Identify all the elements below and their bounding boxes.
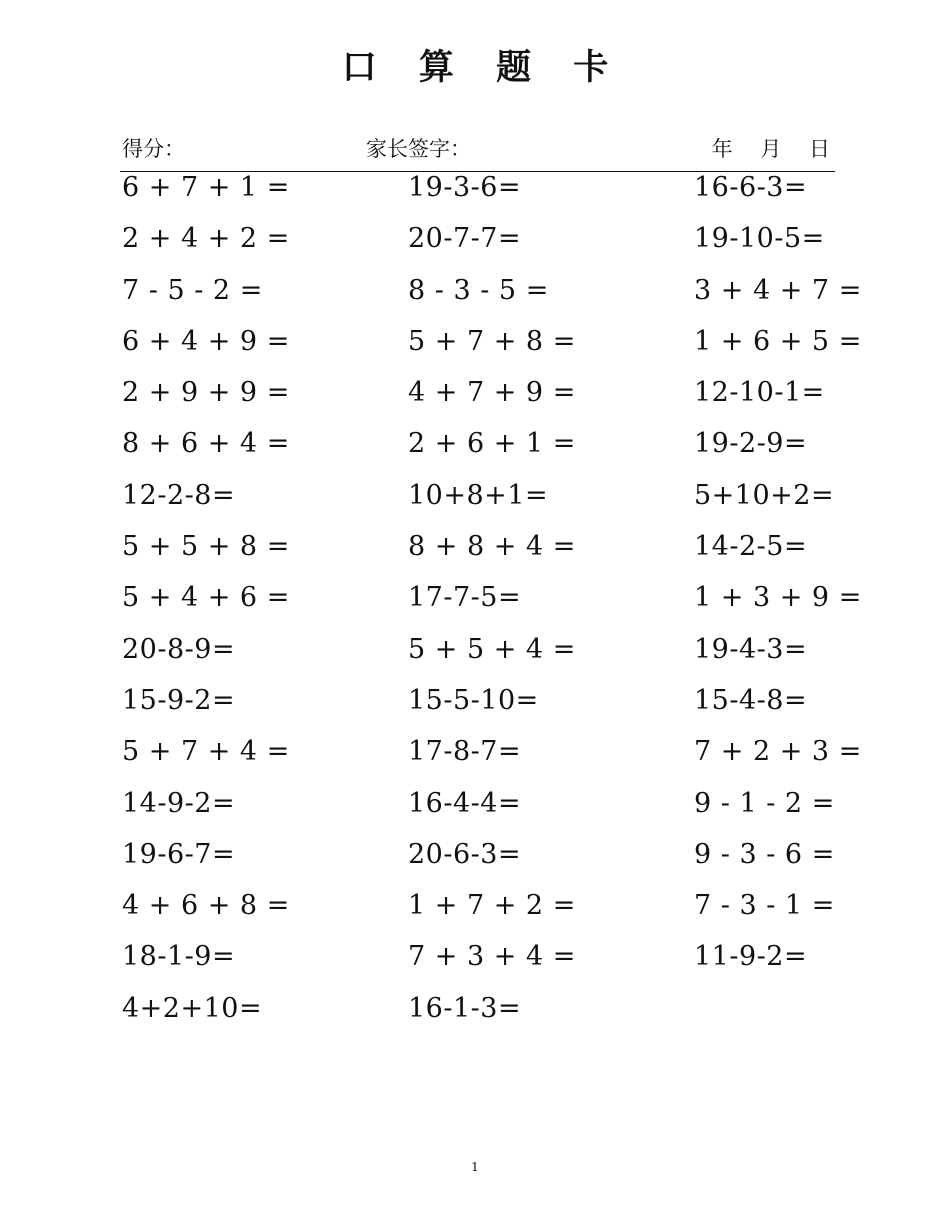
problem-item: 16-1-3=: [408, 992, 522, 1024]
problem-item: 4+2+10=: [122, 992, 263, 1024]
problem-row: [122, 375, 862, 426]
problem-item: 1 + 6 + 5 =: [694, 325, 862, 357]
problem-item: 2 + 4 + 2 =: [122, 223, 290, 255]
problem-row: [122, 324, 862, 375]
page-title: 口 算 题 卡: [341, 48, 609, 88]
problem-item: 6 + 4 + 9 =: [122, 325, 290, 357]
problem-row: [122, 683, 862, 734]
date-label: 年 月 日: [711, 137, 830, 161]
problem-item: 1 + 7 + 2 =: [408, 890, 576, 922]
page-number: 1: [471, 1160, 479, 1174]
problem-item: 11-9-2=: [694, 941, 808, 973]
problem-row: [122, 888, 862, 939]
problem-item: 16-4-4=: [408, 787, 522, 819]
problem-item: 20-7-7=: [408, 223, 522, 255]
score-label: 得分：: [122, 137, 185, 161]
problem-item: 5+10+2=: [694, 479, 835, 511]
problem-item: 7 - 5 - 2 =: [122, 274, 263, 306]
problem-item: 15-5-10=: [408, 684, 539, 716]
problem-item: 5 + 4 + 6 =: [122, 582, 290, 614]
problem-item: 3 + 4 + 7 =: [694, 274, 862, 306]
problem-item: 9 - 3 - 6 =: [694, 838, 835, 870]
problem-item: 8 + 8 + 4 =: [408, 531, 576, 563]
problem-item: 8 - 3 - 5 =: [408, 274, 549, 306]
problem-row: [122, 426, 862, 477]
problem-item: 2 + 6 + 1 =: [408, 428, 576, 460]
problem-item: 17-7-5=: [408, 582, 522, 614]
problem-item: 5 + 5 + 8 =: [122, 531, 290, 563]
problem-item: 4 + 7 + 9 =: [408, 377, 576, 409]
problem-row: [122, 734, 862, 785]
problem-item: 10+8+1=: [408, 479, 549, 511]
problem-item: 19-2-9=: [694, 428, 808, 460]
problem-row: [122, 632, 862, 683]
header-bar: [122, 133, 834, 163]
problem-item: 15-4-8=: [694, 684, 808, 716]
problem-item: 14-9-2=: [122, 787, 236, 819]
problem-row: [122, 991, 862, 1042]
problem-item: 17-8-7=: [408, 736, 522, 768]
problem-item: 5 + 7 + 4 =: [122, 736, 290, 768]
problem-item: 5 + 5 + 4 =: [408, 633, 576, 665]
problem-item: 2 + 9 + 9 =: [122, 377, 290, 409]
problem-item: 18-1-9=: [122, 941, 236, 973]
problem-row: [122, 939, 862, 990]
problem-grid: [122, 170, 862, 1042]
problem-row: [122, 837, 862, 888]
problem-item: 16-6-3=: [694, 172, 808, 203]
problem-row: [122, 170, 862, 221]
problem-item: 9 - 1 - 2 =: [694, 787, 835, 819]
problem-item: 7 - 3 - 1 =: [694, 890, 835, 922]
problem-item: 15-9-2=: [122, 684, 236, 716]
problem-row: [122, 786, 862, 837]
problem-item: 20-6-3=: [408, 838, 522, 870]
problem-item: 19-10-5=: [694, 223, 825, 255]
problem-item: 1 + 3 + 9 =: [694, 582, 862, 614]
problem-item: 19-6-7=: [122, 838, 236, 870]
problem-item: 12-10-1=: [694, 377, 825, 409]
problem-item: 7 + 2 + 3 =: [694, 736, 862, 768]
problem-item: 19-3-6=: [408, 172, 522, 203]
problem-item: 14-2-5=: [694, 531, 808, 563]
problem-item: 12-2-8=: [122, 479, 236, 511]
problem-item: 8 + 6 + 4 =: [122, 428, 290, 460]
problem-row: [122, 221, 862, 272]
parent-signature-label: 家长签字：: [366, 137, 471, 161]
problem-item: 7 + 3 + 4 =: [408, 941, 576, 973]
problem-item: 19-4-3=: [694, 633, 808, 665]
problem-item: 20-8-9=: [122, 633, 236, 665]
problem-item: 6 + 7 + 1 =: [122, 172, 290, 203]
problem-row: [122, 273, 862, 324]
problem-item: 5 + 7 + 8 =: [408, 325, 576, 357]
problem-row: [122, 529, 862, 580]
problem-row: [122, 478, 862, 529]
problem-row: [122, 580, 862, 631]
problem-item: 4 + 6 + 8 =: [122, 890, 290, 922]
